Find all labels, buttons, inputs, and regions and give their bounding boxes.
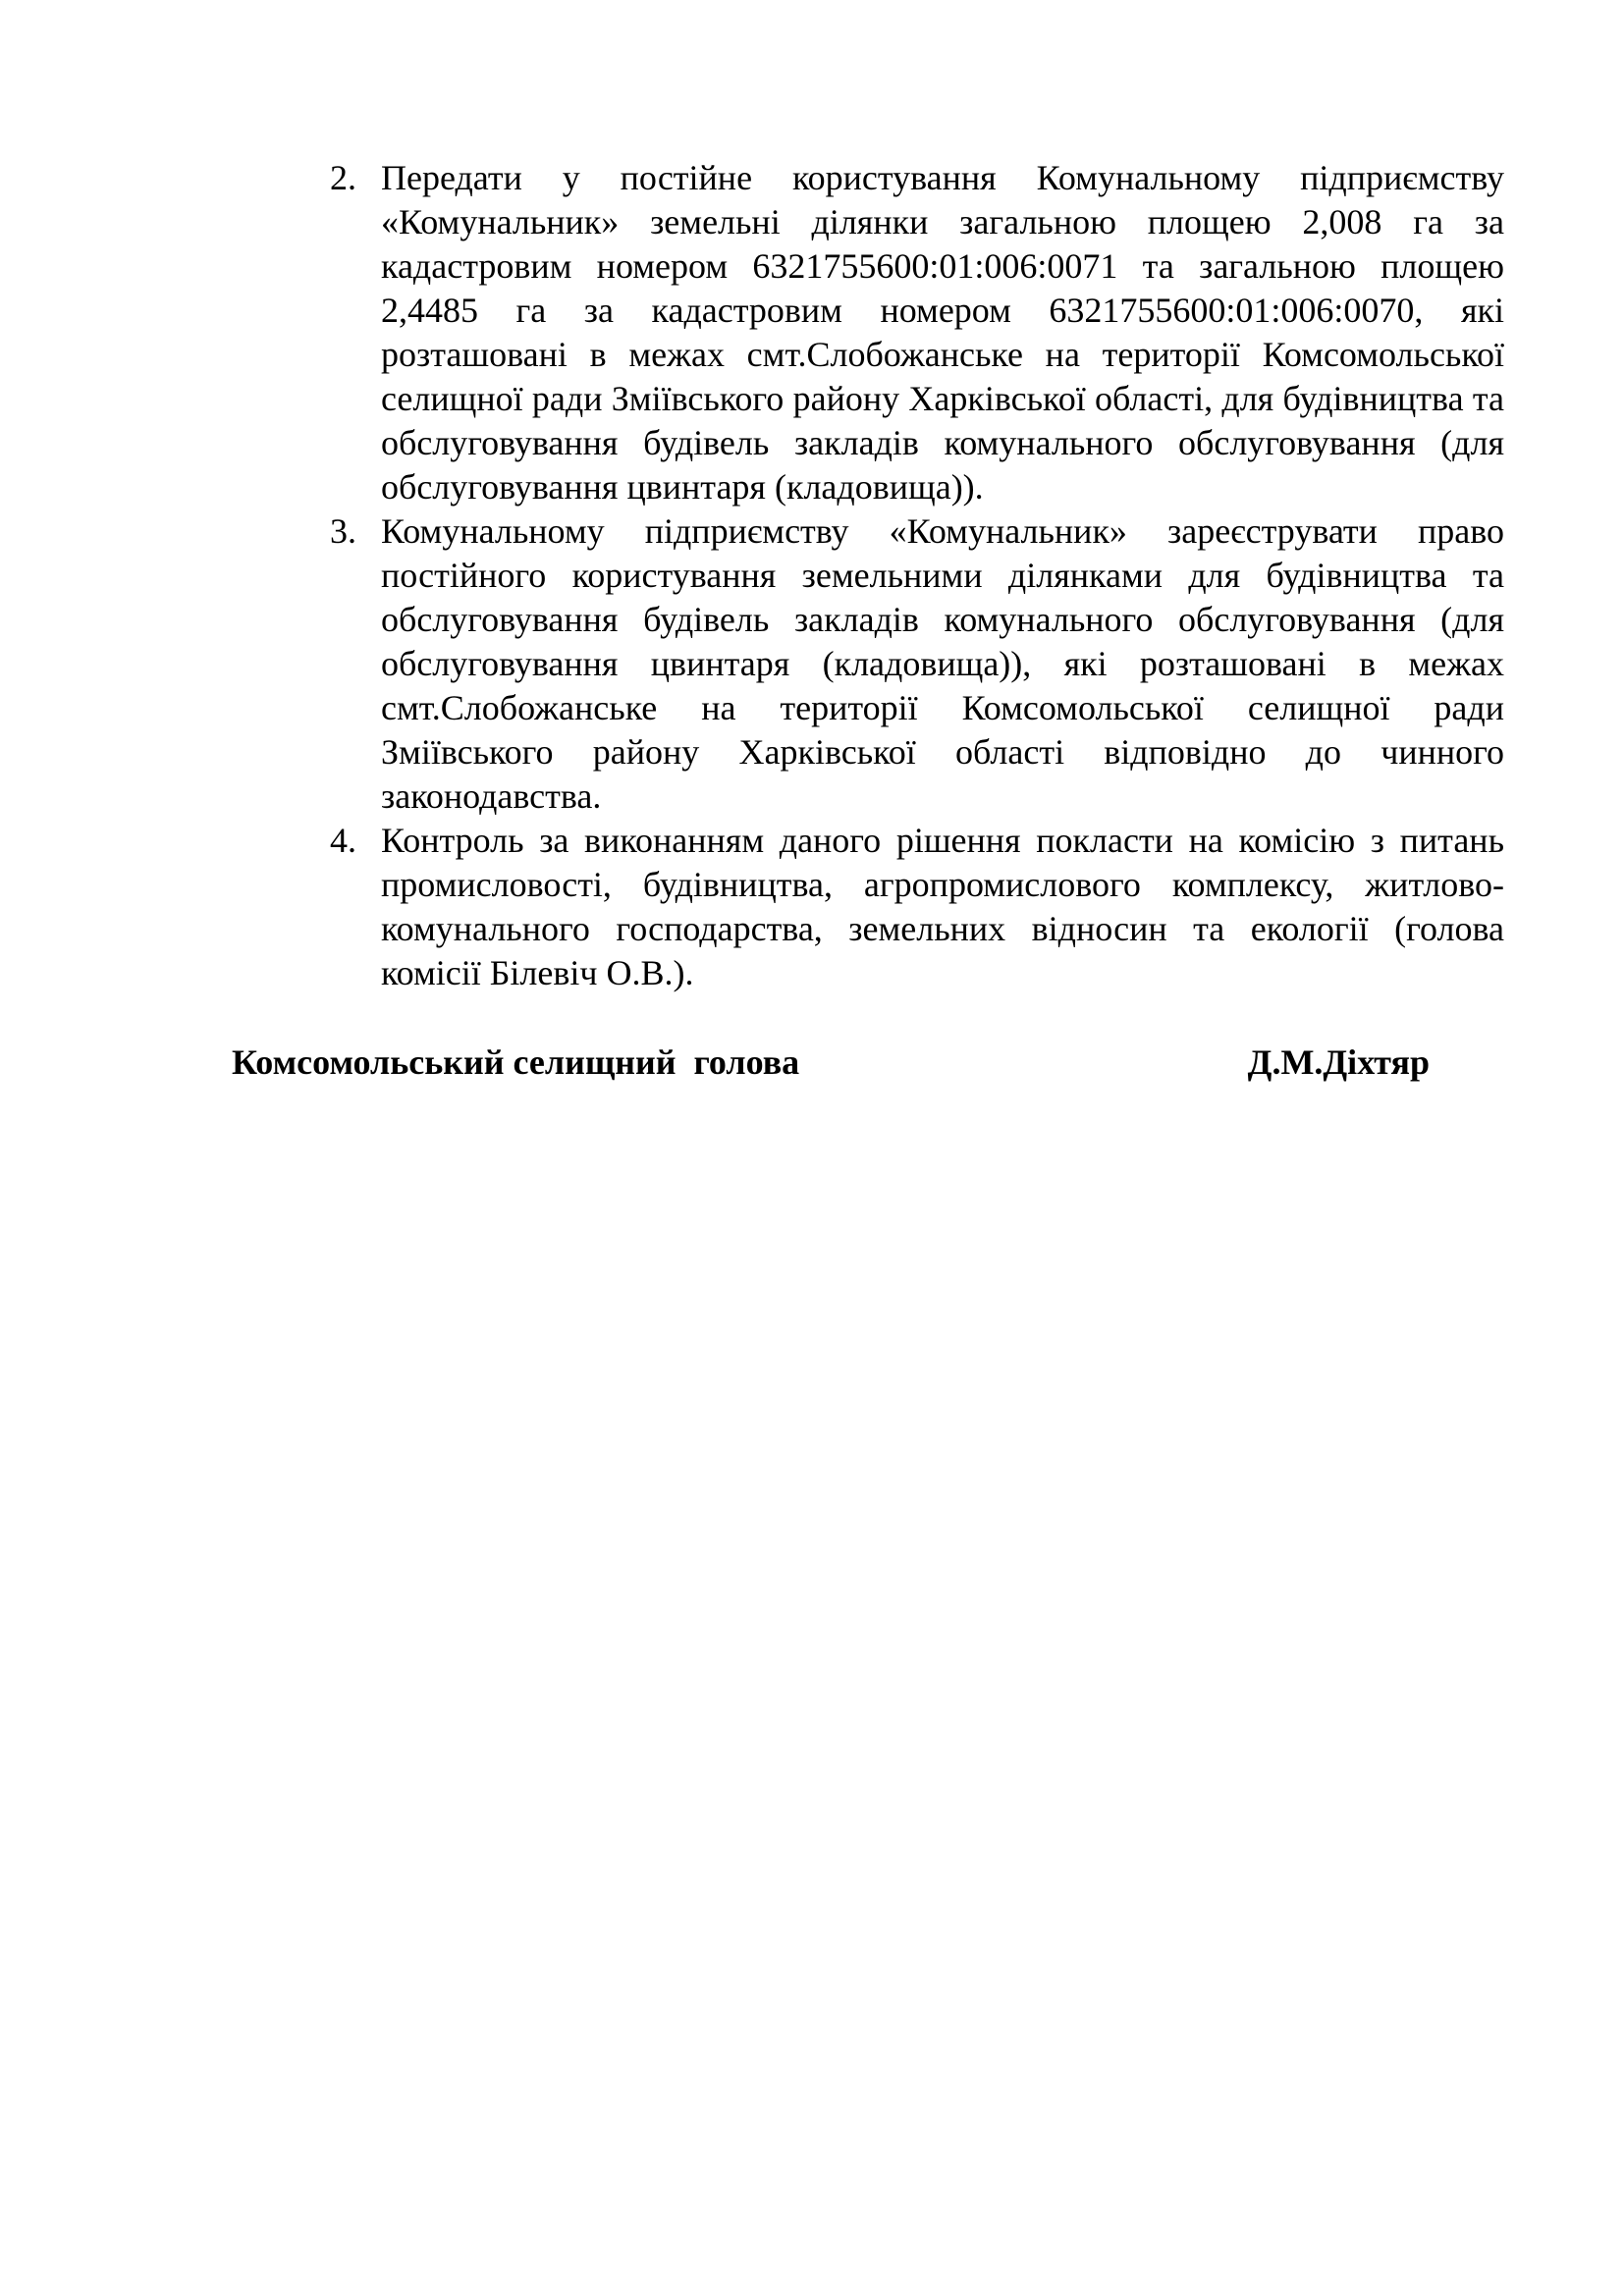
decision-item-2 — [330, 156, 1504, 509]
item-text: Передати у постійне користування Комунальному підприємству «Комунальник» земельні ділянки загальною площею 2,008 га за кадастровим номером 6321755600:01:006:0071 та загальною площею 2,4485 га за кадастровим номером 6321755600:01:006:0070, які розташовані в межах смт.Слобожанське на території Комсомольської селищної ради Зміївського району Харківської області, для будівництва та обслуговування будівель закладів комунального обслуговування (для обслуговування цвинтаря (кладовища)). — [381, 158, 1504, 507]
decision-list — [330, 156, 1504, 995]
item-text: Контроль за виконанням даного рішення покласти на комісію з питань промисловості, будівництва, агропромислового комплексу, житлово-комунального господарства, земельних відносин та екології (голова комісії Білевіч О.В.). — [381, 821, 1504, 992]
decision-item-3 — [330, 509, 1504, 819]
signature-name: Д.М.Діхтяр — [1247, 1042, 1430, 1082]
item-number: 4. — [330, 821, 356, 860]
signature-block — [232, 1041, 1430, 1090]
item-number: 3. — [330, 511, 356, 551]
decision-item-4 — [330, 819, 1504, 995]
signature-title: Комсомольський селищний голова — [232, 1042, 800, 1082]
item-number: 2. — [330, 158, 356, 197]
item-text: Комунальному підприємству «Комунальник» зареєструвати право постійного користування земельними ділянками для будівництва та обслуговування будівель закладів комунального обслуговування (для обслуговування цвинтаря (кладовища)), які розташовані в межах смт.Слобожанське на території Комсомольської селищної ради Зміївського району Харківської області відповідно до чинного законодавства. — [381, 511, 1504, 816]
